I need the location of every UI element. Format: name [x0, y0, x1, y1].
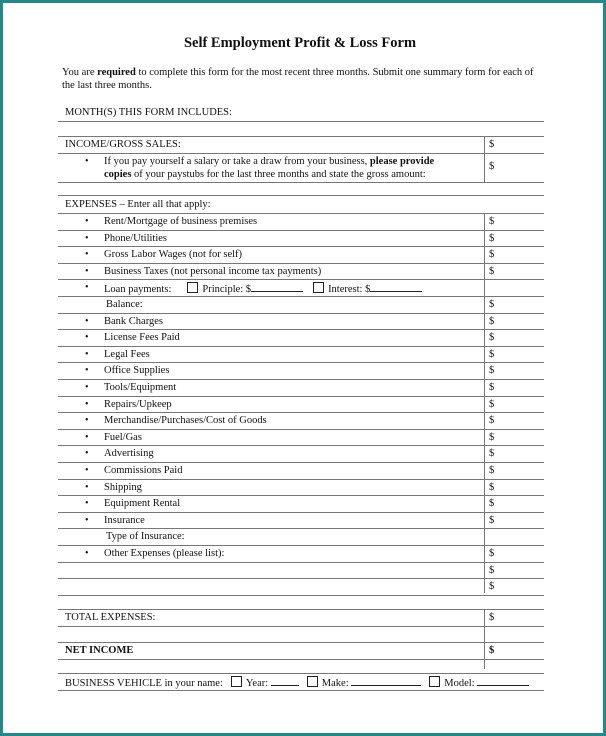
amount-dollar[interactable]: $ [489, 565, 495, 576]
income-note-post: of your paystubs for the last three months and state the gross amount: [131, 169, 426, 180]
insurance-type-label: Type of Insurance: [106, 531, 185, 542]
principle-label: Principle: $ [202, 284, 252, 295]
amount-dollar[interactable]: $ [489, 299, 495, 310]
amount-dollar[interactable]: $ [489, 316, 495, 327]
divider [58, 462, 544, 463]
amount-dollar[interactable]: $ [489, 581, 495, 592]
divider [58, 346, 544, 347]
vehicle-label: BUSINESS VEHICLE in your name: [65, 678, 223, 689]
bullet: • [85, 432, 89, 443]
model-checkbox[interactable] [429, 676, 440, 687]
amount-dollar[interactable]: $ [489, 482, 495, 493]
make-checkbox[interactable] [307, 676, 318, 687]
divider [58, 412, 544, 413]
loan-label: Loan payments: [104, 284, 172, 295]
expenses-heading: EXPENSES – Enter all that apply: [65, 199, 211, 210]
other-expenses-label: Other Expenses (please list): [104, 548, 225, 559]
column-divider [484, 609, 485, 669]
amount-dollar[interactable]: $ [489, 498, 495, 509]
divider [58, 263, 544, 264]
amount-dollar[interactable]: $ [489, 548, 495, 559]
divider [58, 296, 544, 297]
amount-dollar[interactable]: $ [489, 515, 495, 526]
expense-item-label: Repairs/Upkeep [104, 399, 172, 410]
year-label: Year: [245, 678, 269, 689]
principle-blank[interactable] [251, 291, 303, 292]
divider [58, 313, 544, 314]
intro-bold: required [97, 67, 136, 78]
divider [58, 195, 544, 196]
bullet: • [85, 548, 89, 559]
net-income-dollar[interactable]: $ [489, 645, 495, 656]
model-blank[interactable] [477, 685, 529, 686]
bullet: • [85, 399, 89, 410]
amount-dollar[interactable]: $ [489, 365, 495, 376]
expense-item-label: Rent/Mortgage of business premises [104, 216, 258, 227]
divider [58, 595, 544, 596]
divider [58, 379, 544, 380]
divider [58, 362, 544, 363]
divider [58, 182, 544, 183]
principle-checkbox[interactable] [187, 282, 198, 293]
bullet: • [85, 349, 89, 360]
divider [58, 246, 544, 247]
expense-item-label: Equipment Rental [104, 498, 181, 509]
expense-item-label: Advertising [104, 448, 154, 459]
months-input-line[interactable] [58, 121, 544, 122]
divider [58, 495, 544, 496]
bullet: • [85, 282, 89, 293]
interest-checkbox[interactable] [313, 282, 324, 293]
bullet: • [85, 448, 89, 459]
bullet: • [85, 249, 89, 260]
amount-dollar[interactable]: $ [489, 332, 495, 343]
income-heading: INCOME/GROSS SALES: [65, 139, 181, 150]
expense-item-label: Merchandise/Purchases/Cost of Goods [104, 415, 267, 426]
expense-item-label: Bank Charges [104, 316, 164, 327]
net-income-label: NET INCOME [65, 645, 134, 656]
column-divider [484, 136, 485, 183]
total-expenses-dollar[interactable]: $ [489, 612, 495, 623]
divider [58, 396, 544, 397]
expense-item-label: Commissions Paid [104, 465, 183, 476]
divider [58, 626, 544, 627]
amount-dollar[interactable]: $ [489, 399, 495, 410]
expense-item-label: Insurance [104, 515, 145, 526]
vehicle-row [65, 676, 529, 689]
balance-label: Balance: [106, 299, 143, 310]
bullet: • [85, 365, 89, 376]
divider [58, 578, 544, 579]
bullet: • [85, 266, 89, 277]
bullet: • [85, 498, 89, 509]
column-divider [484, 213, 485, 593]
divider [58, 659, 544, 660]
divider [58, 642, 544, 643]
amount-dollar[interactable]: $ [489, 415, 495, 426]
divider [58, 512, 544, 513]
salary-dollar[interactable]: $ [489, 161, 495, 172]
amount-dollar[interactable]: $ [489, 216, 495, 227]
expense-item-label: Fuel/Gas [104, 432, 142, 443]
divider [58, 545, 544, 546]
income-note [104, 155, 474, 181]
divider [58, 230, 544, 231]
bullet: • [85, 482, 89, 493]
expense-item-label: Business Taxes (not personal income tax payments) [104, 266, 322, 277]
divider [58, 528, 544, 529]
bullet: • [85, 465, 89, 476]
form-title: Self Employment Profit & Loss Form [183, 35, 417, 51]
expense-item-label: License Fees Paid [104, 332, 180, 343]
months-label: MONTH(S) THIS FORM INCLUDES: [65, 107, 232, 118]
divider [58, 479, 544, 480]
bullet: • [85, 156, 89, 167]
amount-dollar[interactable]: $ [489, 382, 495, 393]
divider [58, 136, 544, 137]
divider [58, 279, 544, 280]
divider [58, 445, 544, 446]
income-dollar[interactable]: $ [489, 139, 495, 150]
year-blank[interactable] [271, 685, 299, 686]
income-note-bold2: copies [104, 169, 132, 180]
divider [58, 213, 544, 214]
bullet: • [85, 233, 89, 244]
expense-item-label: Gross Labor Wages (not for self) [104, 249, 243, 260]
make-blank[interactable] [351, 685, 421, 686]
bullet: • [85, 216, 89, 227]
income-note-bold1: please provide [369, 156, 435, 167]
intro-paragraph [62, 66, 542, 92]
expense-item-label: Office Supplies [104, 365, 170, 376]
expense-item-label: Tools/Equipment [104, 382, 177, 393]
amount-dollar[interactable]: $ [489, 448, 495, 459]
divider [58, 153, 544, 154]
bullet: • [85, 332, 89, 343]
amount-dollar[interactable]: $ [489, 266, 495, 277]
amount-dollar[interactable]: $ [489, 465, 495, 476]
amount-dollar[interactable]: $ [489, 249, 495, 260]
divider [58, 690, 544, 691]
interest-label: Interest: $ [328, 284, 371, 295]
amount-dollar[interactable]: $ [489, 432, 495, 443]
expense-item-label: Phone/Utilities [104, 233, 167, 244]
income-note-pre: If you pay yourself a salary or take a draw from your business, [104, 156, 370, 167]
make-label: Make: [321, 678, 349, 689]
amount-dollar[interactable]: $ [489, 233, 495, 244]
divider [58, 609, 544, 610]
intro-post: to complete this form for the most recent three months. Submit one summary form for each of the last three months. [62, 67, 534, 91]
divider [58, 673, 544, 674]
year-checkbox[interactable] [231, 676, 242, 687]
expense-item-label: Legal Fees [104, 349, 150, 360]
bullet: • [85, 415, 89, 426]
bullet: • [85, 316, 89, 327]
bullet: • [85, 382, 89, 393]
bullet: • [85, 515, 89, 526]
model-label: Model: [444, 678, 475, 689]
loan-payments-row [104, 282, 422, 295]
divider [58, 329, 544, 330]
amount-dollar[interactable]: $ [489, 349, 495, 360]
divider [58, 429, 544, 430]
interest-blank[interactable] [370, 291, 422, 292]
intro-pre: You are [62, 67, 98, 78]
expense-item-label: Shipping [104, 482, 142, 493]
divider [58, 562, 544, 563]
total-expenses-label: TOTAL EXPENSES: [65, 612, 156, 623]
